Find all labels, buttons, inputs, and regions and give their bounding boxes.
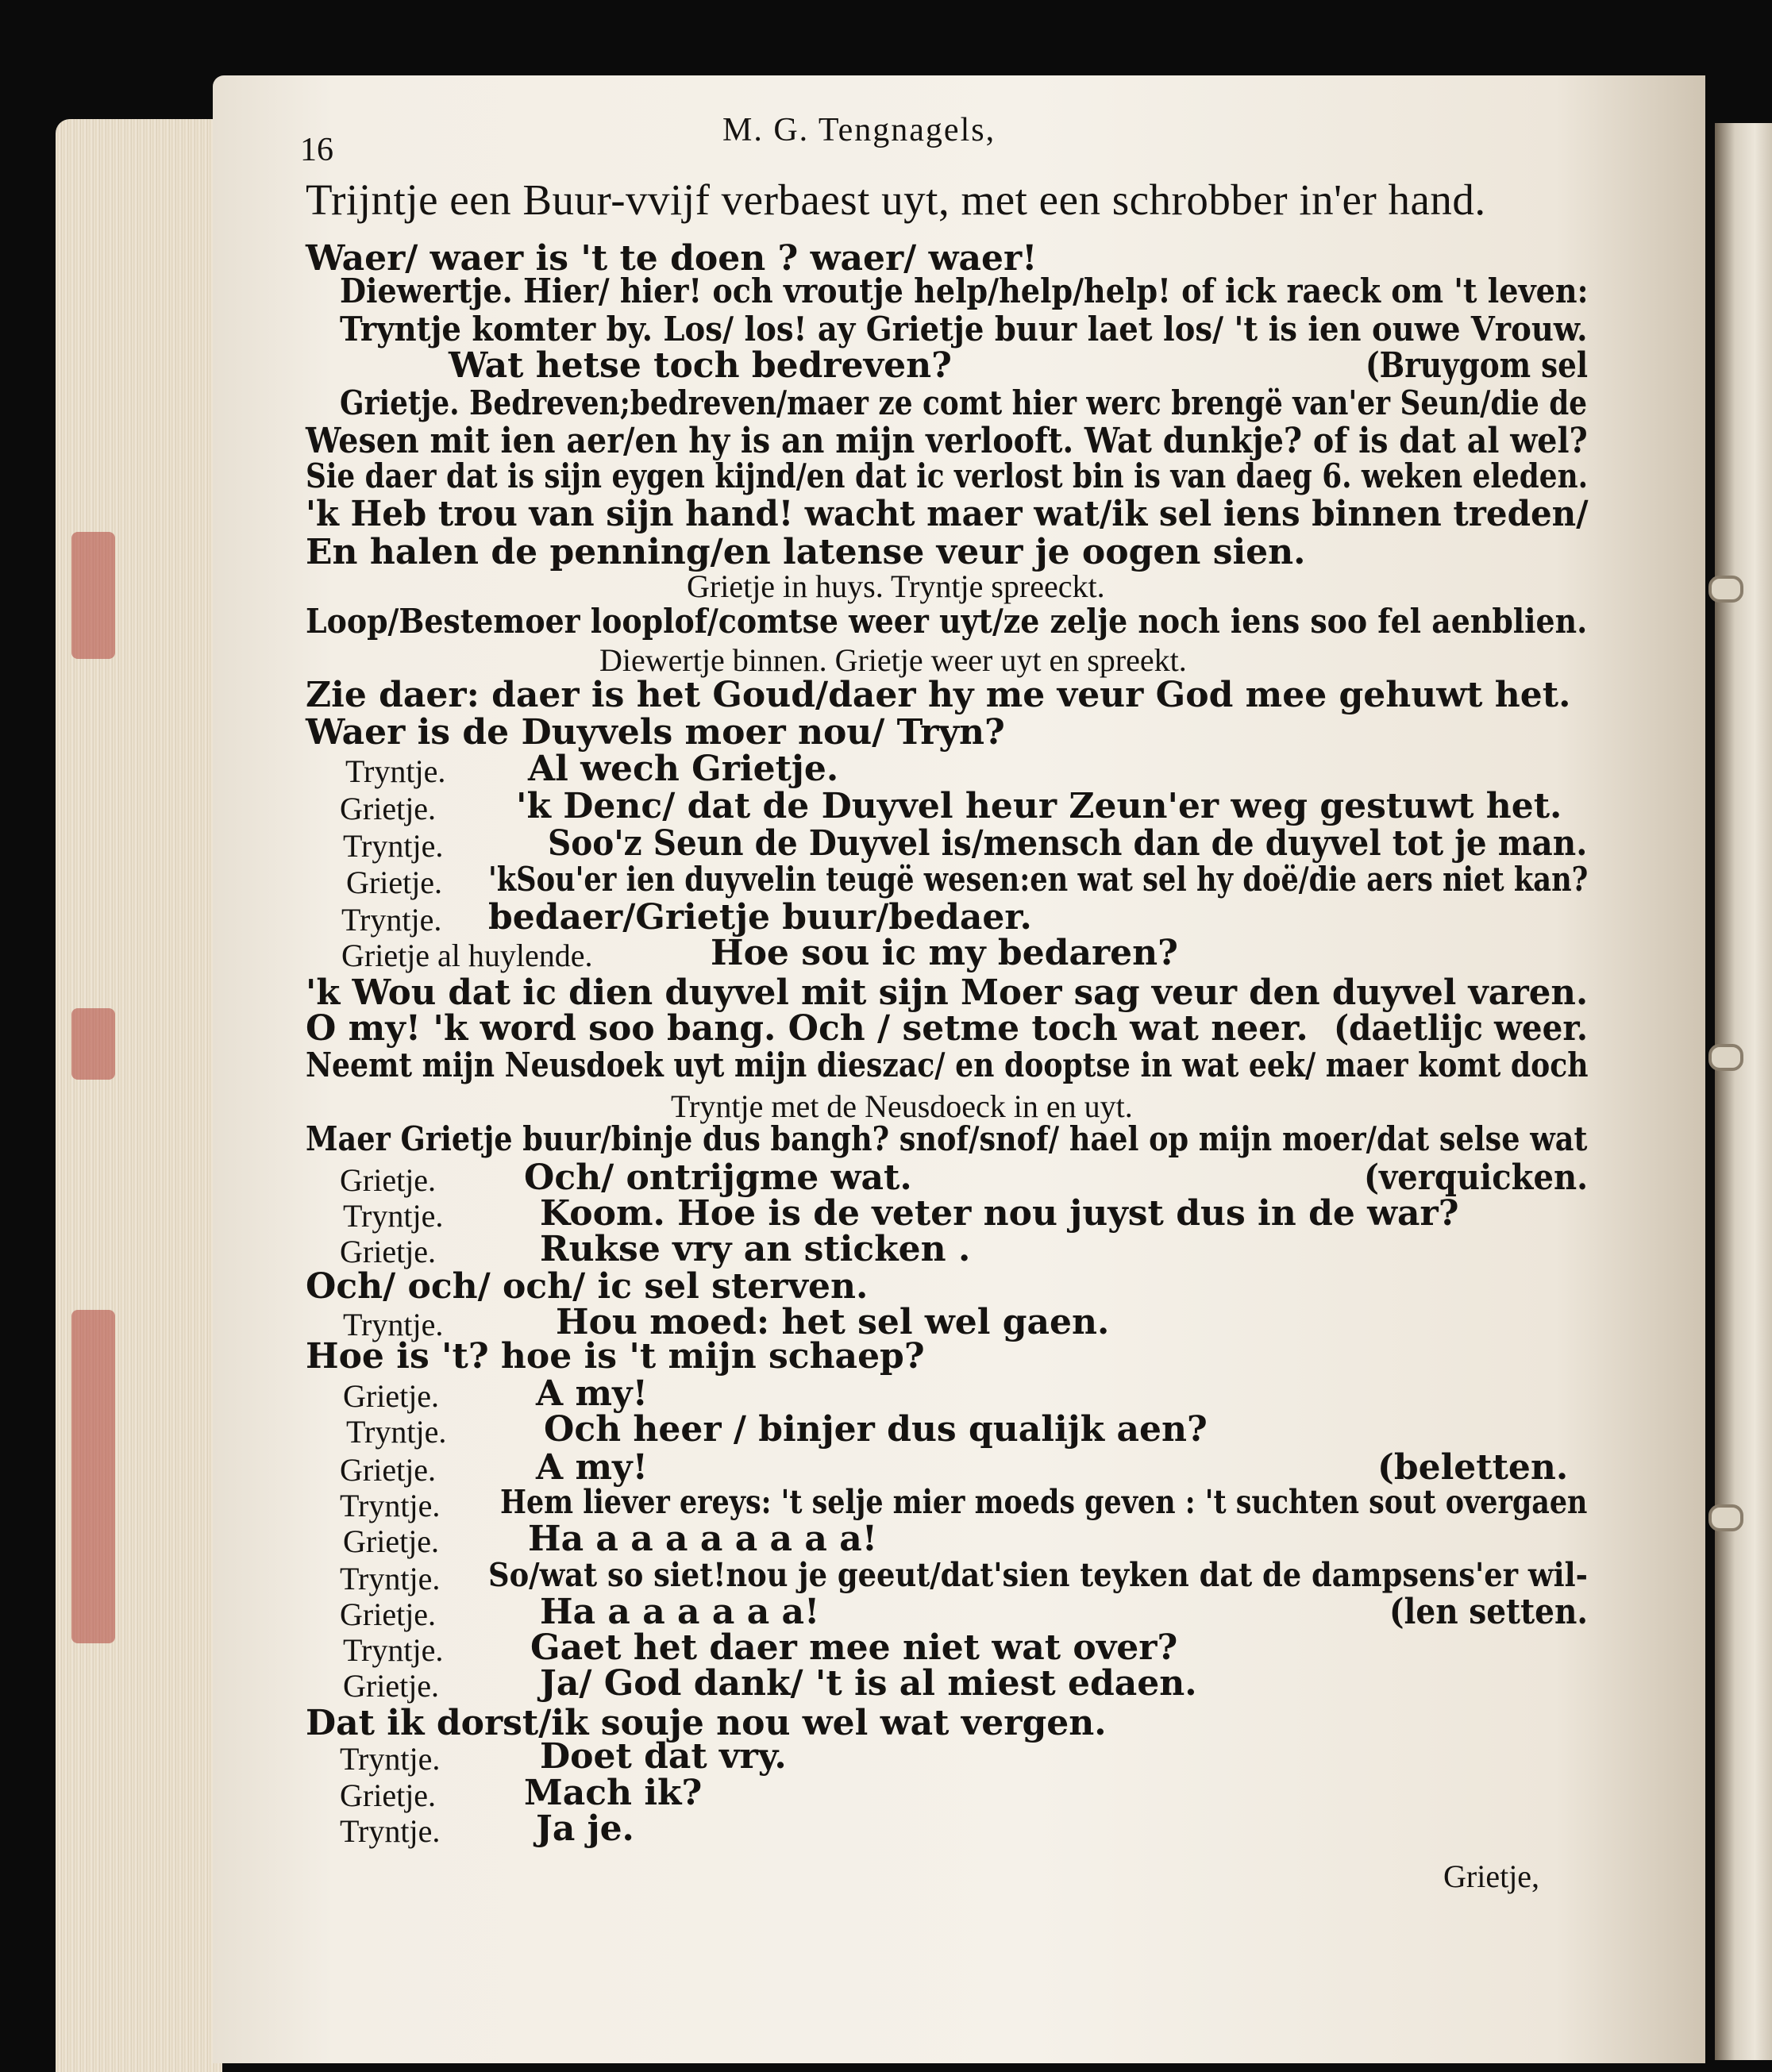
speech-text: Koom. Hoe is de veter nou juyst dus in de war? [540,1193,1459,1234]
stage-direction: Tryntje met de Neusdoeck in en uyt. [671,1088,1133,1124]
verse-line: Loop/Bestemoer looplof/comtse weer uyt/ze zelje noch iens soo fel aenblien. [306,602,1588,641]
speaker-name: Tryntje. [345,753,446,789]
verse-line: O my! 'k word soo bang. Och / setme toch wat neer. [306,1008,1308,1049]
speech-text: Rukse vry an sticken . [540,1229,971,1269]
speech-text: Hem liever ereys: 't selje mier moeds geven : 't suchten sout overgaen [500,1483,1588,1521]
red-edge-stain [71,1008,115,1080]
speaker-name: Grietje. [340,1777,437,1813]
speaker-name: Grietje. [340,1596,437,1632]
speaker-name: Grietje. [340,1452,437,1488]
verse-line: 'k Heb trou van sijn hand! wacht maer wat/ik sel iens binnen treden/ [306,494,1589,534]
speech-text: Mach ik? [524,1773,703,1813]
speech-text: 'k Denc/ dat de Duyvel heur Zeun'er weg gestuwt het. [516,786,1562,826]
stage-heading: Trijntje een Buur-vvijf verbaest uyt, met een schrobber in'er hand. [306,175,1486,224]
turnover-line: (verquicken. [1364,1157,1589,1198]
turnover-line: (daetlijc weer. [1334,1008,1588,1049]
verse-line: Wesen mit ien aer/en hy is an mijn verlooft. Wat dunkje? of is dat al wel? [306,421,1588,461]
speech-line: Diewertje. Hier/ hier! och vroutje help/help/help! of ick raeck om 't leven: [340,272,1589,310]
stage-direction: Grietje in huys. Tryntje spreeckt. [687,568,1105,604]
speech-text: Och/ ontrijgme wat. [524,1157,912,1198]
speaker-name: Grietje. [340,791,437,826]
speaker-name: Grietje. [343,1668,440,1704]
speaker-name: Tryntje. [340,1561,441,1596]
verse-line: 'k Wou dat ic dien duyvel mit sijn Moer sag veur den duyvel varen. [306,972,1589,1013]
speaker-name: Grietje. [340,1234,437,1269]
binding-thread [1708,576,1743,603]
verse-line: Zie daer: daer is het Goud/daer hy me veur God mee gehuwt het. [306,675,1571,715]
verse-line: Sie daer dat is sijn eygen kijnd/en dat ic verlost bin is van daeg 6. weken eleden. [306,456,1589,495]
running-head: M. G. Tengnagels, [722,112,996,148]
verse-line: Och/ och/ och/ ic sel sterven. [306,1266,869,1307]
red-edge-stain [71,1310,115,1643]
speech-text: A my! [536,1447,648,1488]
speech-text: Doet dat vry. [540,1736,787,1777]
page-edges [56,119,222,2072]
turnover-line: (len setten. [1389,1592,1589,1632]
binding-thread [1708,1044,1743,1071]
speaker-name: Tryntje. [346,1414,447,1450]
speech-line: Grietje. Bedreven;bedreven/maer ze comt hier werc brengë van'er Seun/die de [340,383,1588,422]
speech-text: Al wech Grietje. [528,749,839,789]
verse-line: En halen de penning/en latense veur je oogen sien. [306,532,1306,572]
page-number: 16 [300,132,333,168]
speech-text: Ja je. [536,1808,634,1849]
speaker-name: Tryntje. [343,828,444,864]
speech-text: bedaer/Grietje buur/bedaer. [488,897,1032,938]
speaker-name: Grietje. [340,1162,437,1198]
speaker-name: Tryntje. [340,1813,441,1849]
speech-line: Tryntje komter by. Los/ los! ay Grietje buur laet los/ 't is ien ouwe Vrouw. [340,310,1588,349]
speaker-name: Tryntje. [343,1632,444,1668]
verse-line: Wat hetse toch bedreven? [449,345,952,386]
speech-text: Soo'z Seun de Duyvel is/mensch dan de duyvel tot je man. [548,823,1588,864]
speech-text: Och heer / binjer dus qualijk aen? [544,1409,1208,1450]
speech-text: A my! [536,1373,648,1414]
speaker-name: Grietje. [346,865,443,900]
speaker-name: Tryntje. [340,1488,441,1523]
speaker-name: Tryntje. [343,1307,444,1342]
speaker-name: Grietje. [343,1523,440,1559]
speech-text: Gaet het daer mee niet wat over? [530,1627,1178,1668]
binding-thread [1708,1504,1743,1531]
verse-line: Waer is de Duyvels moer nou/ Tryn? [306,712,1005,753]
speech-text: Ha a a a a a a a a! [528,1519,878,1559]
speaker-name: Tryntje. [343,1198,444,1234]
verse-line: Dat ik dorst/ik souje nou wel wat vergen. [306,1703,1107,1743]
speech-text: Ha a a a a a a! [540,1592,820,1632]
catchword: Grietje, [1443,1858,1540,1894]
speaker-name: Grietje. [343,1378,440,1414]
speech-text: Ja/ God dank/ 't is al miest edaen. [540,1663,1197,1704]
turnover-line: (Bruygom sel [1366,345,1589,386]
speech-text: 'kSou'er ien duyvelin teugë wesen:en wat sel hy doë/die aers niet kan? [488,860,1589,899]
verse-line: Maer Grietje buur/binje dus bangh? snof/snof/ hael op mijn moer/dat selse wat [306,1119,1588,1158]
verse-line: Waer/ waer is 't te doen ? waer/ waer! [306,238,1038,279]
turnover-line: (beletten. [1377,1447,1569,1488]
verse-line: Neemt mijn Neusdoek uyt mijn dieszac/ en dooptse in wat eek/ maer komt doch [306,1046,1589,1084]
facing-page-edge [1715,123,1772,2060]
red-edge-stain [71,532,115,659]
speech-text: Hoe sou ic my bedaren? [711,933,1178,973]
verse-line: Hoe is 't? hoe is 't mijn schaep? [306,1336,925,1377]
speaker-name: Grietje al huylende. [341,938,593,973]
speaker-name: Tryntje. [340,1741,441,1777]
stage-direction: Diewertje binnen. Grietje weer uyt en spreekt. [599,642,1187,678]
speaker-name: Tryntje. [341,902,442,938]
speech-text: So/wat so siet!nou je geeut/dat'sien teyken dat de dampsens'er wil- [488,1556,1588,1594]
speech-text: Hou moed: het sel wel gaen. [556,1302,1110,1342]
